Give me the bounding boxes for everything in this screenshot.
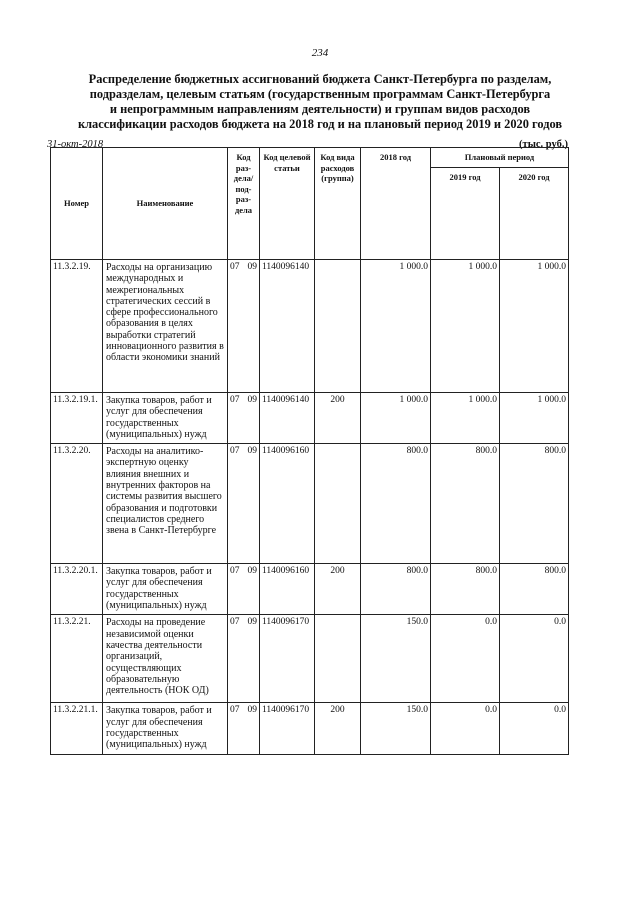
row-name: Закупка товаров, работ и услуг для обеспечения государственных (муниципальных) нужд: [103, 393, 228, 444]
row-2020: 800.0: [500, 564, 569, 615]
header-2018: 2018 год: [361, 148, 431, 260]
row-name: Расходы на аналитико-экспертную оценку влияния внешних и внутренних факторов на системы развития высшего образования и подготовки специалистов среднего звена в Санкт-Петербурге: [103, 444, 228, 564]
row-podrazdel-code: 09: [247, 566, 257, 577]
row-2019: 1 000.0: [431, 393, 500, 444]
row-razdel: [228, 703, 260, 754]
row-2020: 1 000.0: [500, 393, 569, 444]
header-razdel: Код раз-дела/под-раз-дела: [228, 148, 260, 260]
row-razdel: [228, 260, 260, 393]
row-celevaya: 1140096140: [260, 260, 315, 393]
row-2018: 1 000.0: [361, 260, 431, 393]
row-number: 11.3.2.20.: [51, 444, 103, 564]
row-celevaya: 1140096160: [260, 564, 315, 615]
row-podrazdel-code: 09: [247, 262, 257, 272]
row-razdel-code: 07: [230, 617, 240, 628]
header-celevaya: Код целевой статьи: [260, 148, 315, 260]
row-2018: 1 000.0: [361, 393, 431, 444]
row-number: 11.3.2.21.: [51, 615, 103, 703]
row-number: 11.3.2.20.1.: [51, 564, 103, 615]
table-row: [51, 615, 569, 703]
table-row: [51, 393, 569, 444]
header-plan-period: Плановый период: [431, 148, 569, 168]
row-2020: 0.0: [500, 615, 569, 703]
row-name: Закупка товаров, работ и услуг для обеспечения государственных (муниципальных) нужд: [103, 703, 228, 754]
row-razdel-code: 07: [230, 566, 240, 577]
row-name: Расходы на организацию международных и межрегиональных стратегических сессий в сфере профессионального образования в целях выработки стратегий инновационного развития в области экономики знаний: [103, 260, 228, 393]
header-name: Наименование: [103, 148, 228, 260]
title-line: и непрограммным направлениям деятельности) и группам видов расходов: [109, 102, 531, 116]
row-razdel-code: 07: [230, 705, 240, 716]
row-razdel: [228, 615, 260, 703]
row-vid: [315, 260, 361, 393]
row-vid: 200: [315, 564, 361, 615]
row-razdel: [228, 564, 260, 615]
row-razdel-code: 07: [230, 262, 240, 272]
header-2020: 2020 год: [500, 168, 569, 260]
row-razdel-code: 07: [230, 395, 240, 405]
row-vid: [315, 615, 361, 703]
row-podrazdel-code: 09: [247, 617, 257, 628]
row-number: 11.3.2.19.: [51, 260, 103, 393]
budget-table: [50, 147, 569, 755]
row-celevaya: 1140096170: [260, 615, 315, 703]
document-title: [40, 72, 600, 132]
document-date: 31-окт-2018: [47, 139, 104, 150]
header-vid: Код вида расходов (группа): [315, 148, 361, 260]
table-row: [51, 444, 569, 564]
row-vid: 200: [315, 393, 361, 444]
row-podrazdel-code: 09: [247, 705, 257, 716]
row-name: Закупка товаров, работ и услуг для обеспечения государственных (муниципальных) нужд: [103, 564, 228, 615]
row-2018: 800.0: [361, 444, 431, 564]
table-row: [51, 564, 569, 615]
header-2019: 2019 год: [431, 168, 500, 260]
row-2019: 800.0: [431, 444, 500, 564]
row-2019: 0.0: [431, 703, 500, 754]
table-row: [51, 260, 569, 393]
page-number: 234: [311, 47, 329, 59]
row-2018: 150.0: [361, 703, 431, 754]
row-name: Расходы на проведение независимой оценки качества деятельности организаций, осуществляющих образовательную деятельность (НОК ОД): [103, 615, 228, 703]
row-razdel: [228, 444, 260, 564]
row-2018: 800.0: [361, 564, 431, 615]
header-number: Номер: [51, 148, 103, 260]
row-vid: [315, 444, 361, 564]
row-podrazdel-code: 09: [247, 395, 257, 405]
units-label: (тыс. руб.): [519, 139, 568, 150]
table-row: [51, 703, 569, 754]
title-line: классификации расходов бюджета на 2018 год и на плановый период 2019 и 2020 годов: [77, 117, 563, 131]
title-line: Распределение бюджетных ассигнований бюджета Санкт-Петербурга по разделам,: [88, 72, 552, 86]
row-vid: 200: [315, 703, 361, 754]
title-line: подразделам, целевым статьям (государственным программам Санкт-Петербурга: [89, 87, 551, 101]
row-razdel-code: 07: [230, 446, 240, 457]
row-2019: 800.0: [431, 564, 500, 615]
row-celevaya: 1140096160: [260, 444, 315, 564]
row-2018: 150.0: [361, 615, 431, 703]
row-2020: 800.0: [500, 444, 569, 564]
row-number: 11.3.2.21.1.: [51, 703, 103, 754]
row-celevaya: 1140096140: [260, 393, 315, 444]
row-razdel: [228, 393, 260, 444]
row-podrazdel-code: 09: [247, 446, 257, 457]
row-2019: 1 000.0: [431, 260, 500, 393]
row-2020: 0.0: [500, 703, 569, 754]
row-number: 11.3.2.19.1.: [51, 393, 103, 444]
row-celevaya: 1140096170: [260, 703, 315, 754]
row-2019: 0.0: [431, 615, 500, 703]
row-2020: 1 000.0: [500, 260, 569, 393]
